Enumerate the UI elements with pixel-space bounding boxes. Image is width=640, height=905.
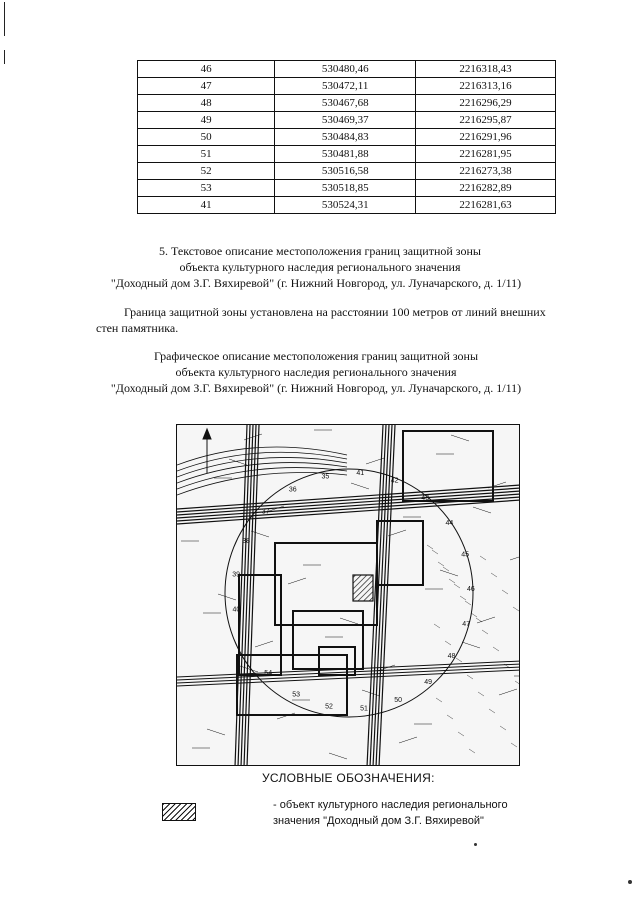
map-point-label: 42: [390, 477, 399, 485]
map-point-label: 37: [261, 508, 270, 516]
site-plan-map: [176, 424, 520, 766]
y-coordinate-cell: 2216281,63: [416, 197, 556, 214]
section5-heading-line2: объекта культурного наследия регионального значения: [179, 260, 461, 274]
map-point-label: 38: [242, 537, 250, 545]
point-number-cell: 52: [138, 163, 275, 180]
coordinates-table: [137, 60, 556, 214]
map-point-label: 49: [424, 678, 432, 686]
graphic-heading-line1: Графическое описание местоположения границ защитной зоны: [153, 349, 479, 363]
map-point-label: 45: [461, 551, 469, 559]
graphic-heading-line3: "Доходный дом З.Г. Вяхиревой" (г. Нижний Новгород, ул. Луначарского, д. 1/11): [110, 381, 522, 395]
point-number-cell: 46: [138, 61, 275, 78]
point-number-cell: 49: [138, 112, 275, 129]
table-row: [138, 197, 556, 214]
table-row: [138, 61, 556, 78]
speck-1: [474, 843, 477, 846]
x-coordinate-cell: 530481,88: [275, 146, 416, 163]
x-coordinate-cell: 530516,58: [275, 163, 416, 180]
legend-line2: значения "Доходный дом З.Г. Вяхиревой": [273, 815, 484, 827]
point-number-cell: 51: [138, 146, 275, 163]
table-row: [138, 78, 556, 95]
map-point-label: 39: [232, 571, 240, 579]
table-row: [138, 180, 556, 197]
section5-heading-line1: 5. Текстовое описание местоположения границ защитной зоны: [159, 244, 481, 258]
x-coordinate-cell: 530480,46: [275, 61, 416, 78]
x-coordinate-cell: 530484,83: [275, 129, 416, 146]
map-point-label: 53: [292, 691, 300, 699]
map-point-label: 52: [325, 703, 333, 711]
map-point-label: 40: [232, 606, 241, 614]
y-coordinate-cell: 2216295,87: [416, 112, 556, 129]
map-point-label: 47: [462, 620, 471, 628]
map-point-label: 43: [421, 494, 430, 502]
table-row: [138, 163, 556, 180]
point-number-cell: 48: [138, 95, 275, 112]
x-coordinate-cell: 530524,31: [275, 197, 416, 214]
section5-heading-line3: "Доходный дом З.Г. Вяхиревой" (г. Нижний Новгород, ул. Луначарского, д. 1/11): [110, 276, 522, 290]
point-number-cell: 41: [138, 197, 275, 214]
point-number-cell: 50: [138, 129, 275, 146]
legend-title: УСЛОВНЫЕ ОБОЗНАЧЕНИЯ:: [262, 771, 435, 785]
map-point-label: 54: [264, 670, 273, 678]
margin-mark-top: [4, 2, 5, 36]
x-coordinate-cell: 530467,68: [275, 95, 416, 112]
legend-line1: - объект культурного наследия регионального: [273, 799, 508, 811]
boundary-text-line1: Граница защитной зоны установлена на расстоянии 100 метров от линий внешних: [124, 305, 546, 319]
x-coordinate-cell: 530469,37: [275, 112, 416, 129]
y-coordinate-cell: 2216273,38: [416, 163, 556, 180]
map-point-label: 51: [360, 705, 368, 713]
speck-2: [628, 880, 632, 884]
table-row: [138, 146, 556, 163]
map-point-label: 35: [321, 473, 330, 481]
map-point-label: 41: [356, 470, 365, 478]
table-row: [138, 112, 556, 129]
x-coordinate-cell: 530518,85: [275, 180, 416, 197]
boundary-text-line2: стен памятника.: [96, 321, 179, 335]
site-plan-drawing: [177, 425, 520, 766]
y-coordinate-cell: 2216296,29: [416, 95, 556, 112]
heritage-object: [353, 575, 373, 601]
y-coordinate-cell: 2216282,89: [416, 180, 556, 197]
hatched-object-icon: [162, 803, 196, 821]
map-point-label: 44: [445, 520, 454, 528]
graphic-heading-line2: объекта культурного наследия регионального значения: [175, 365, 457, 379]
y-coordinate-cell: 2216313,16: [416, 78, 556, 95]
table-row: [138, 129, 556, 146]
point-number-cell: 47: [138, 78, 275, 95]
map-point-label: 46: [467, 586, 475, 594]
y-coordinate-cell: 2216281,95: [416, 146, 556, 163]
x-coordinate-cell: 530472,11: [275, 78, 416, 95]
table-row: [138, 95, 556, 112]
map-point-label: 48: [447, 652, 456, 660]
point-number-cell: 53: [138, 180, 275, 197]
legend-description: [273, 797, 508, 829]
map-point-label: 50: [394, 697, 402, 704]
y-coordinate-cell: 2216291,96: [416, 129, 556, 146]
margin-mark-lower: [4, 50, 5, 64]
map-point-label: 36: [288, 486, 297, 494]
y-coordinate-cell: 2216318,43: [416, 61, 556, 78]
